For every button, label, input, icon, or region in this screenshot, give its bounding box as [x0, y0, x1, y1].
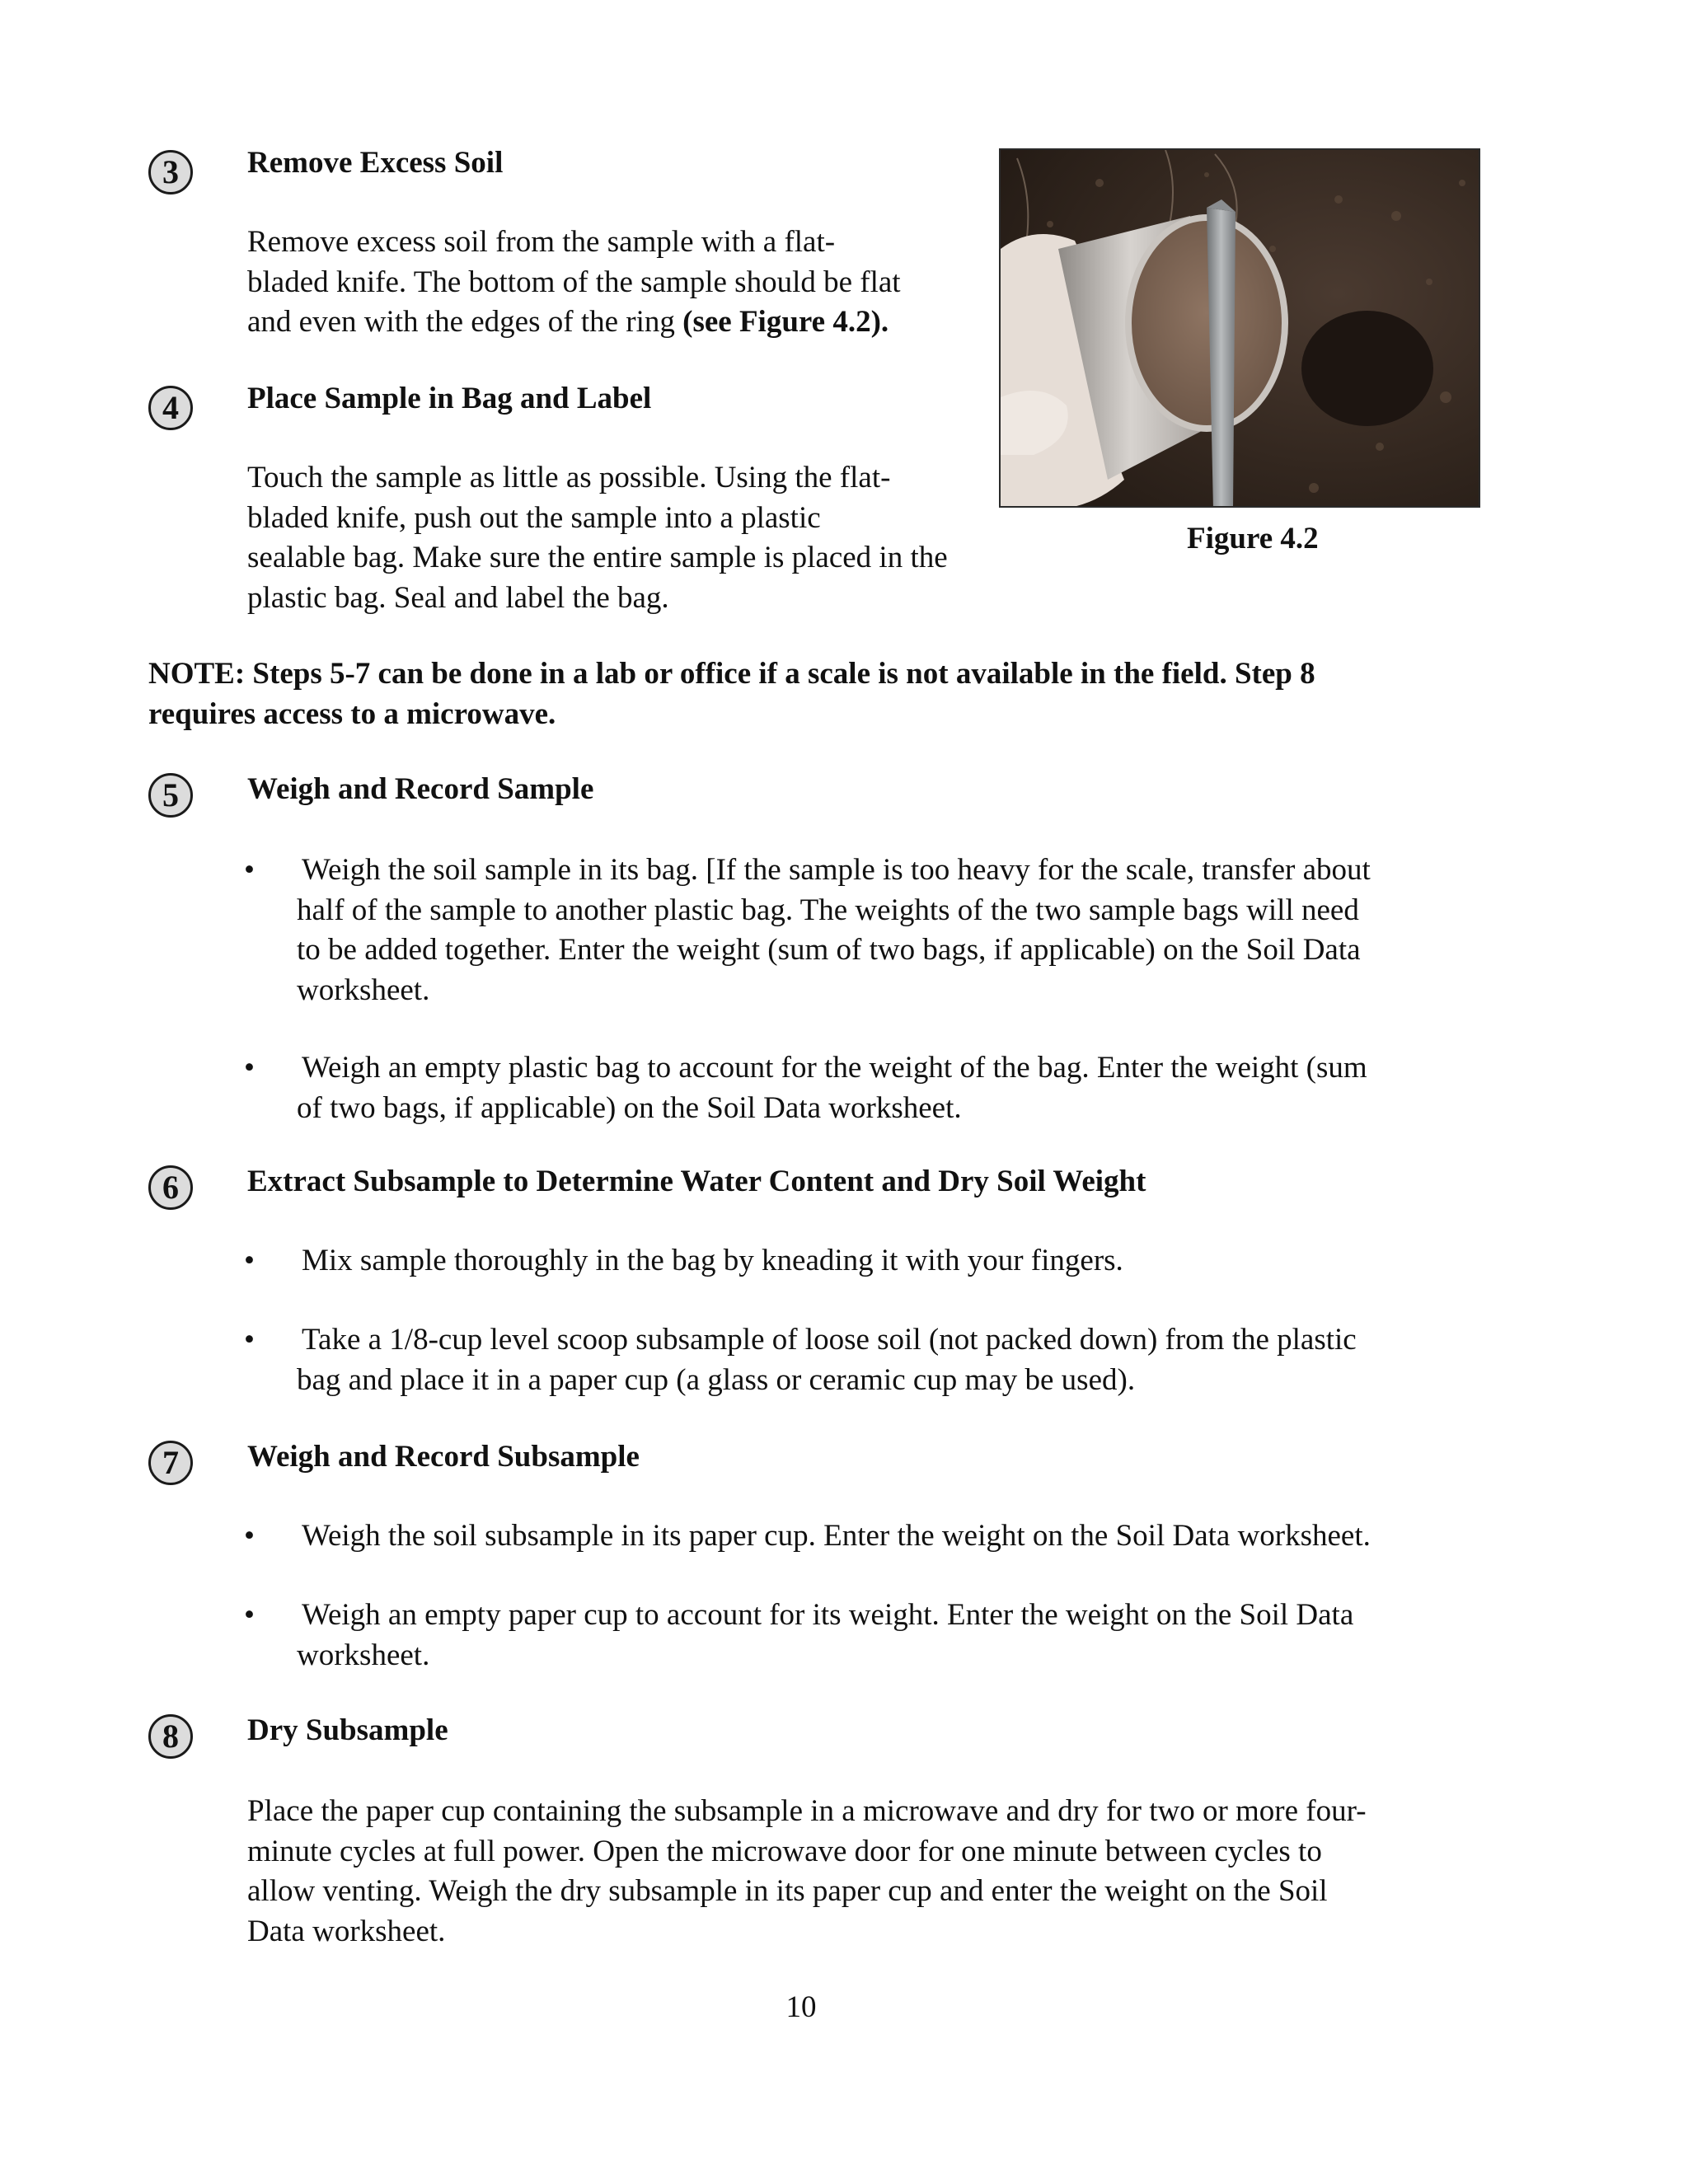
text-line: bladed knife, push out the sample into a plastic: [247, 500, 821, 535]
text-line: worksheet.: [297, 972, 430, 1007]
bullet-glyph: •: [244, 1244, 255, 1277]
bullet-glyph: •: [244, 853, 255, 887]
text-line: Weigh the soil sample in its bag. [If the sample is too heavy for the scale, transfer about: [302, 853, 1371, 887]
step-7-heading: Weigh and Record Subsample: [247, 1440, 640, 1474]
text-line: [247, 302, 901, 343]
text-line: Place the paper cup containing the subsample in a microwave and dry for two or more four-: [247, 1794, 1367, 1828]
step-number-3: 3: [148, 150, 193, 194]
text-line: half of the sample to another plastic bag. The weights of the two sample bags will need: [297, 893, 1359, 927]
text-line: Mix sample thoroughly in the bag by kneading it with your fingers.: [302, 1244, 1123, 1277]
bullet-glyph: •: [244, 1051, 255, 1085]
bullet-text: [297, 1320, 1357, 1400]
figure-reference: (see Figure 4.2).: [682, 305, 889, 339]
step-number-7: 7: [148, 1441, 193, 1485]
bullet-text: [297, 1596, 1353, 1675]
text-line: bladed knife. The bottom of the sample should be flat: [247, 265, 901, 299]
text-line: plastic bag. Seal and label the bag.: [247, 580, 669, 615]
bullet-glyph: •: [244, 1323, 255, 1357]
text-line: allow venting. Weigh the dry subsample in its paper cup and enter the weight on the Soil: [247, 1874, 1328, 1908]
soil-sample-photo: [1001, 150, 1480, 508]
bullet-glyph: •: [244, 1598, 255, 1632]
text-line: Weigh an empty plastic bag to account for the weight of the bag. Enter the weight (sum: [302, 1051, 1367, 1085]
note-line: NOTE: Steps 5-7 can be done in a lab or office if a scale is not available in the field. Step 8: [148, 657, 1315, 691]
text-line: Touch the sample as little as possible. Using the flat-: [247, 461, 891, 494]
text-line: bag and place it in a paper cup (a glass or ceramic cup may be used).: [297, 1362, 1136, 1397]
text-line: to be added together. Enter the weight (sum of two bags, if applicable) on the Soil Data: [297, 933, 1361, 967]
bullet-glyph: •: [244, 1519, 255, 1553]
bullet-text: [297, 851, 1371, 1010]
step-4-heading: Place Sample in Bag and Label: [247, 382, 652, 415]
text-line: Remove excess soil from the sample with a flat-: [247, 225, 836, 259]
text-line: Weigh the soil subsample in its paper cup. Enter the weight on the Soil Data worksheet.: [302, 1519, 1371, 1553]
text-run: and even with the edges of the ring: [247, 305, 683, 339]
step-number-4: 4: [148, 386, 193, 430]
step-5-heading: Weigh and Record Sample: [247, 772, 594, 806]
text-line: sealable bag. Make sure the entire sample is placed in the: [247, 541, 948, 574]
step-number-5: 5: [148, 773, 193, 818]
text-line: Weigh an empty paper cup to account for its weight. Enter the weight on the Soil Data: [302, 1598, 1354, 1632]
step-3-text: [247, 223, 901, 343]
step-8-heading: Dry Subsample: [247, 1713, 448, 1747]
figure-4-2-photo: [999, 148, 1480, 508]
step-8-text: [247, 1792, 1367, 1952]
step-6-heading: Extract Subsample to Determine Water Content and Dry Soil Weight: [247, 1165, 1146, 1198]
step-3-heading: Remove Excess Soil: [247, 146, 504, 180]
figure-caption: Figure 4.2: [1187, 522, 1319, 555]
bullet-text: [297, 1241, 1123, 1282]
text-line: worksheet.: [297, 1638, 430, 1672]
text-line: of two bags, if applicable) on the Soil Data worksheet.: [297, 1090, 962, 1125]
step-4-text: [247, 458, 948, 618]
text-line: Take a 1/8-cup level scoop subsample of loose soil (not packed down) from the plastic: [302, 1323, 1357, 1357]
text-line: minute cycles at full power. Open the microwave door for one minute between cycles to: [247, 1834, 1322, 1868]
text-line: Data worksheet.: [247, 1914, 446, 1948]
step-number-8: 8: [148, 1714, 193, 1759]
bullet-text: [297, 1048, 1367, 1128]
note-line: requires access to a microwave.: [148, 696, 556, 731]
bullet-text: [297, 1516, 1371, 1557]
note-text: [148, 654, 1315, 734]
step-number-6: 6: [148, 1165, 193, 1210]
page-number: 10: [785, 1990, 817, 2024]
